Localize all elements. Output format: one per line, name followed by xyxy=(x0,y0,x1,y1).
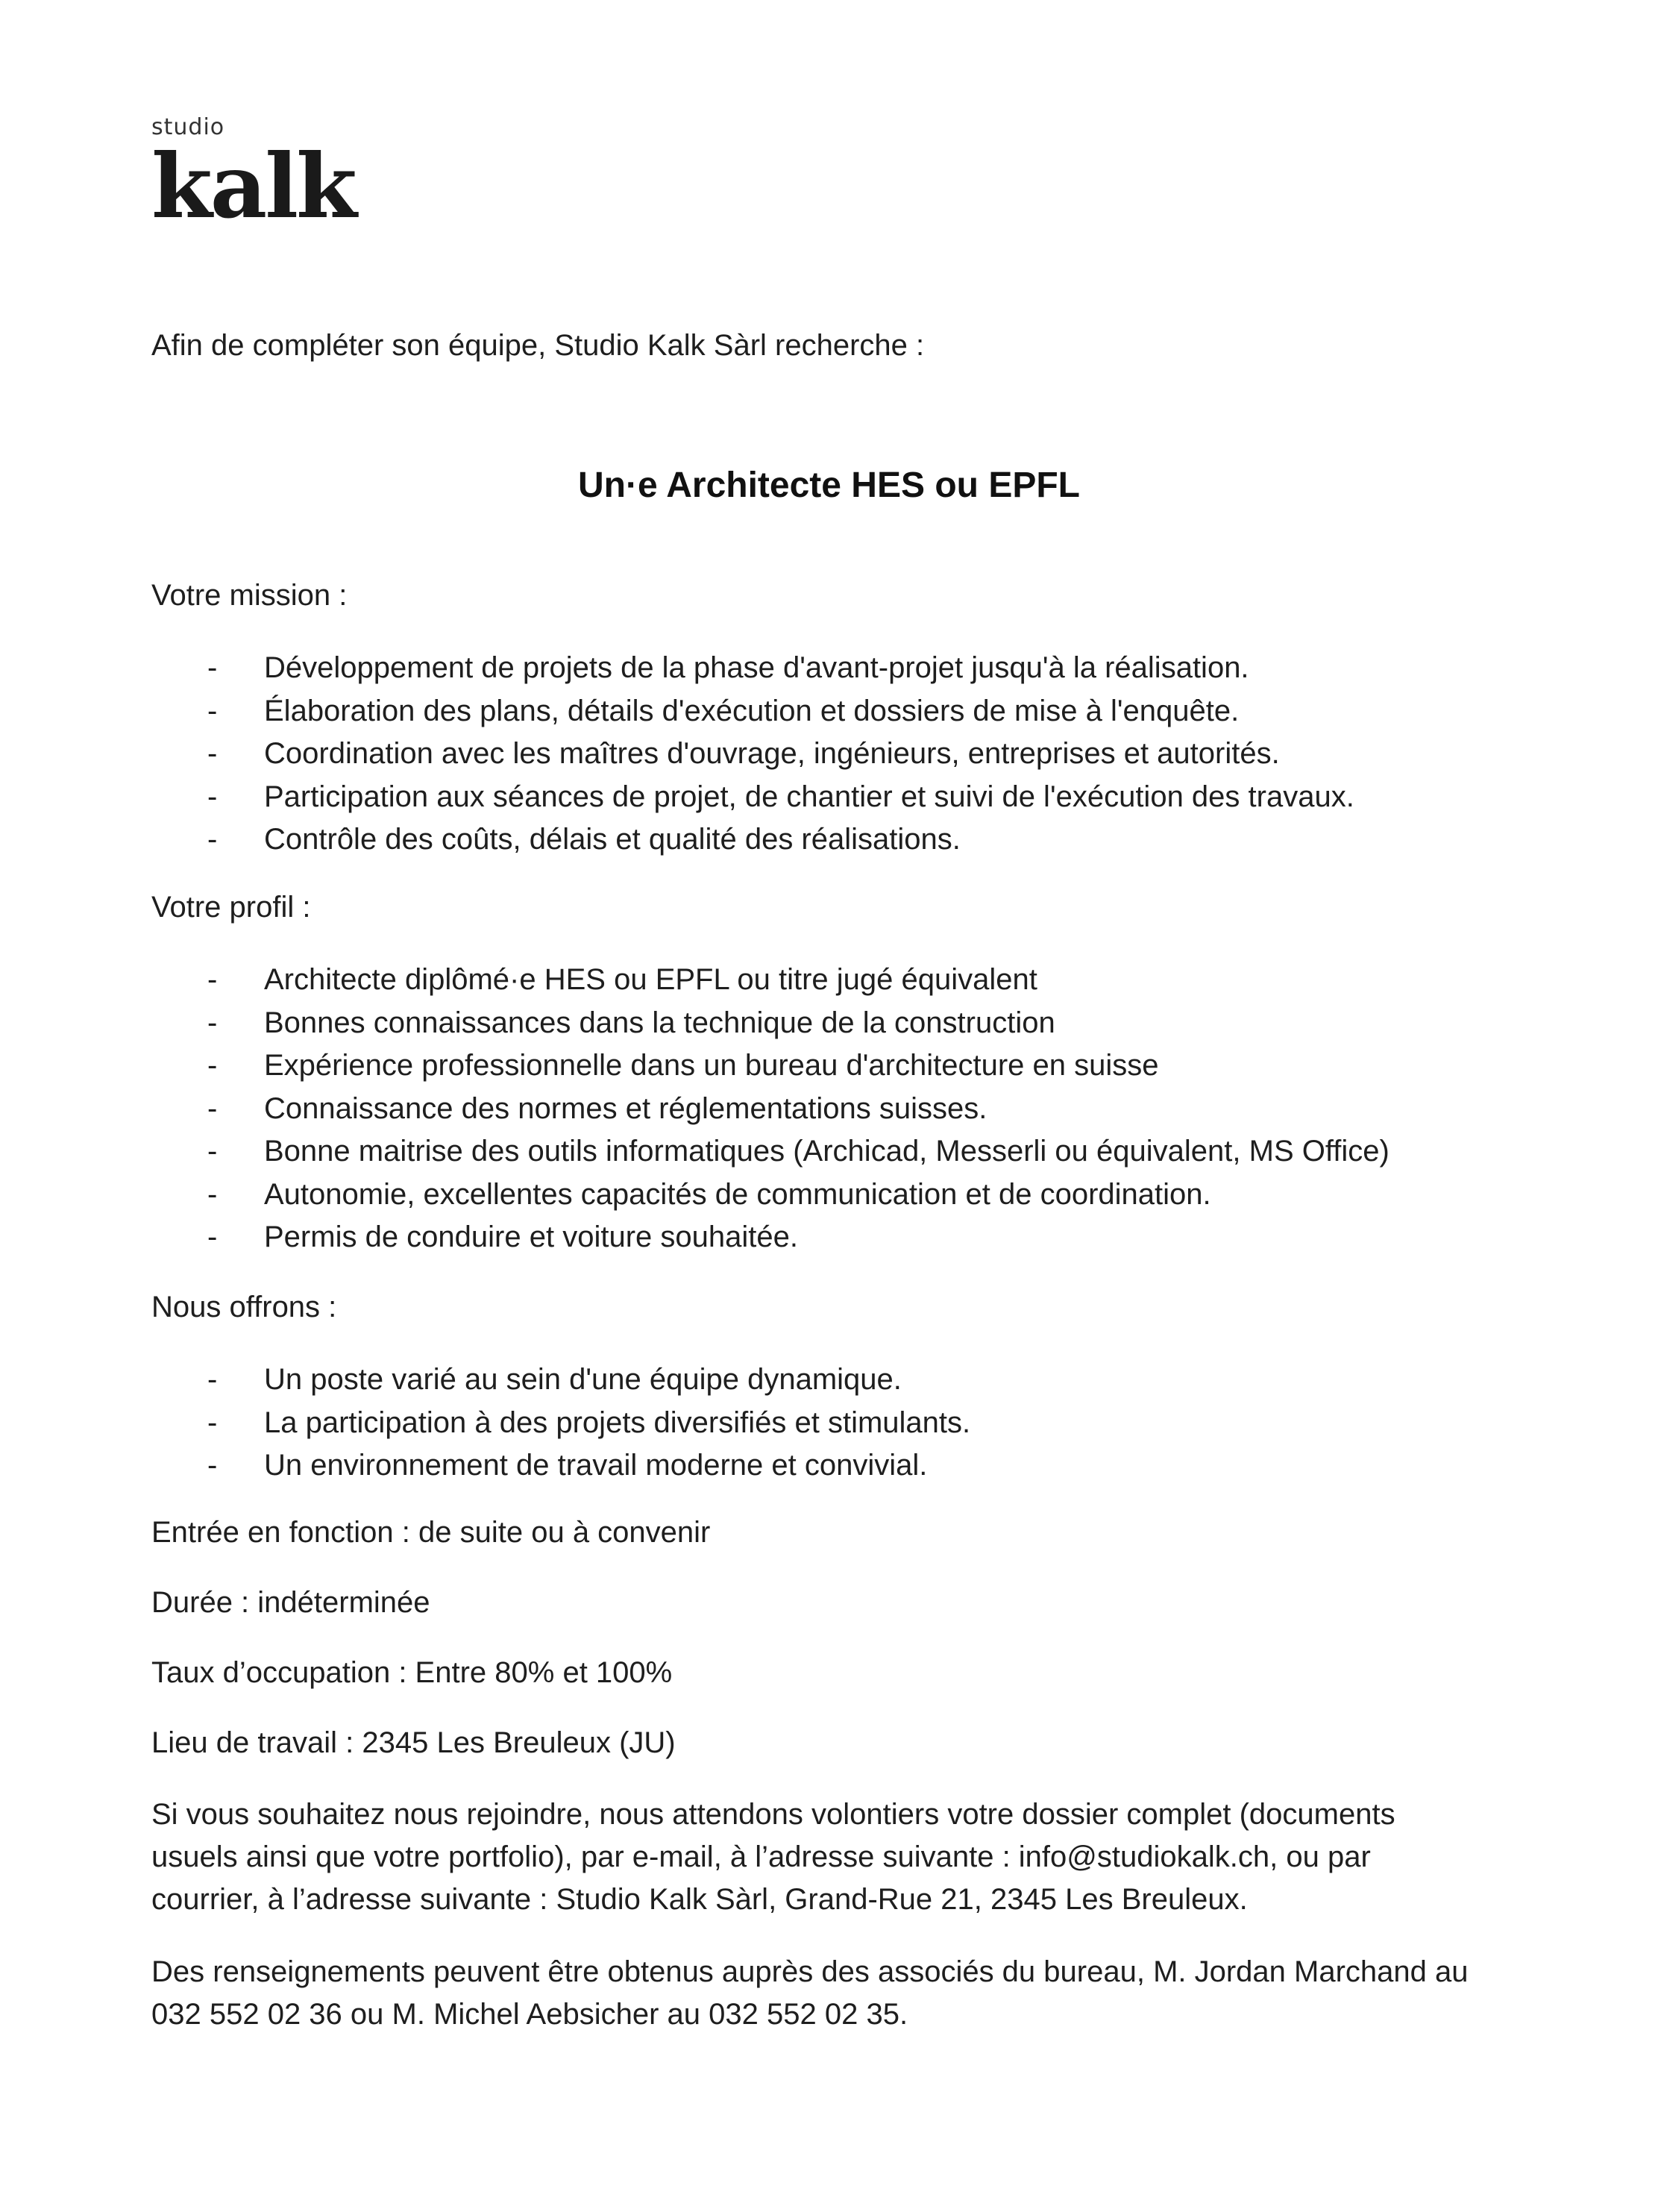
intro-text: Afin de compléter son équipe, Studio Kalk Sàrl recherche : xyxy=(151,329,925,362)
bullet-dash: - xyxy=(207,1006,218,1039)
list-item: - Expérience professionnelle dans un bureau d'architecture en suisse xyxy=(151,1044,1389,1088)
application-line: courrier, à l’adresse suivante : Studio Kalk Sàrl, Grand-Rue 21, 2345 Les Breuleux. xyxy=(151,1883,1248,1916)
contact-line: 032 552 02 36 ou M. Michel Aebsicher au 032 552 02 35. xyxy=(151,1998,908,2031)
bullet-dash: - xyxy=(207,694,218,727)
list-item: - Bonnes connaissances dans la technique de la construction xyxy=(151,1002,1389,1045)
bullet-dash: - xyxy=(207,1406,218,1439)
list-item: - Un environnement de travail moderne et convivial. xyxy=(151,1444,970,1488)
bullet-dash: - xyxy=(207,1091,218,1125)
application-paragraph xyxy=(151,1793,1568,1921)
bullet-dash: - xyxy=(207,823,218,856)
bullet-dash: - xyxy=(207,780,218,813)
contact-paragraph xyxy=(151,1951,1568,2036)
list-item: - Participation aux séances de projet, de chantier et suivi de l'exécution des travaux. xyxy=(151,776,1354,819)
bullet-dash: - xyxy=(207,1049,218,1082)
bullet-dash: - xyxy=(207,1177,218,1211)
bullet-dash: - xyxy=(207,737,218,770)
job-title: Un·e Architecte HES ou EPFL xyxy=(578,466,1080,505)
application-line: Si vous souhaitez nous rejoindre, nous attendons volontiers votre dossier complet (documents xyxy=(151,1798,1395,1831)
list-item: - Architecte diplômé·e HES ou EPFL ou titre jugé équivalent xyxy=(151,959,1389,1002)
start-date-text: Entrée en fonction : de suite ou à convenir xyxy=(151,1516,711,1549)
bullet-dash: - xyxy=(207,1449,218,1482)
logo-small-text: studio xyxy=(151,114,225,140)
bullet-dash: - xyxy=(207,651,218,684)
list-item: - Contrôle des coûts, délais et qualité des réalisations. xyxy=(151,818,1354,862)
list-item: - Élaboration des plans, détails d'exécution et dossiers de mise à l'enquête. xyxy=(151,690,1354,733)
offer-heading: Nous offrons : xyxy=(151,1291,337,1323)
list-item: - Permis de conduire et voiture souhaitée. xyxy=(151,1216,1389,1259)
list-item: - Bonne maitrise des outils informatiques (Archicad, Messerli ou équivalent, MS Office) xyxy=(151,1130,1389,1174)
studio-kalk-logo xyxy=(151,114,355,238)
occupation-rate-text: Taux d’occupation : Entre 80% et 100% xyxy=(151,1656,673,1689)
bullet-dash: - xyxy=(207,1221,218,1253)
application-line: usuels ainsi que votre portfolio), par e-mail, à l’adresse suivante : info@studiokalk.ch, ou par xyxy=(151,1840,1371,1873)
list-item: - La participation à des projets diversifiés et stimulants. xyxy=(151,1402,970,1445)
duration-text: Durée : indéterminée xyxy=(151,1586,430,1619)
list-item: - Connaissance des normes et réglementations suisses. xyxy=(151,1088,1389,1131)
bullet-dash: - xyxy=(207,963,218,996)
work-location-text: Lieu de travail : 2345 Les Breuleux (JU) xyxy=(151,1726,676,1759)
list-item: - Autonomie, excellentes capacités de communication et de coordination. xyxy=(151,1174,1389,1217)
logo-big-text: kalk xyxy=(151,134,355,238)
mission-list xyxy=(151,647,1354,862)
contact-line: Des renseignements peuvent être obtenus auprès des associés du bureau, M. Jordan Marchand au xyxy=(151,1955,1469,1988)
bullet-dash: - xyxy=(207,1135,218,1168)
profile-list xyxy=(151,959,1389,1259)
list-item: - Coordination avec les maîtres d'ouvrage, ingénieurs, entreprises et autorités. xyxy=(151,733,1354,776)
profile-heading: Votre profil : xyxy=(151,891,311,924)
offer-list xyxy=(151,1359,970,1488)
mission-heading: Votre mission : xyxy=(151,579,348,612)
bullet-dash: - xyxy=(207,1363,218,1396)
list-item: - Développement de projets de la phase d'avant-projet jusqu'à la réalisation. xyxy=(151,647,1354,690)
list-item: - Un poste varié au sein d'une équipe dynamique. xyxy=(151,1359,970,1402)
